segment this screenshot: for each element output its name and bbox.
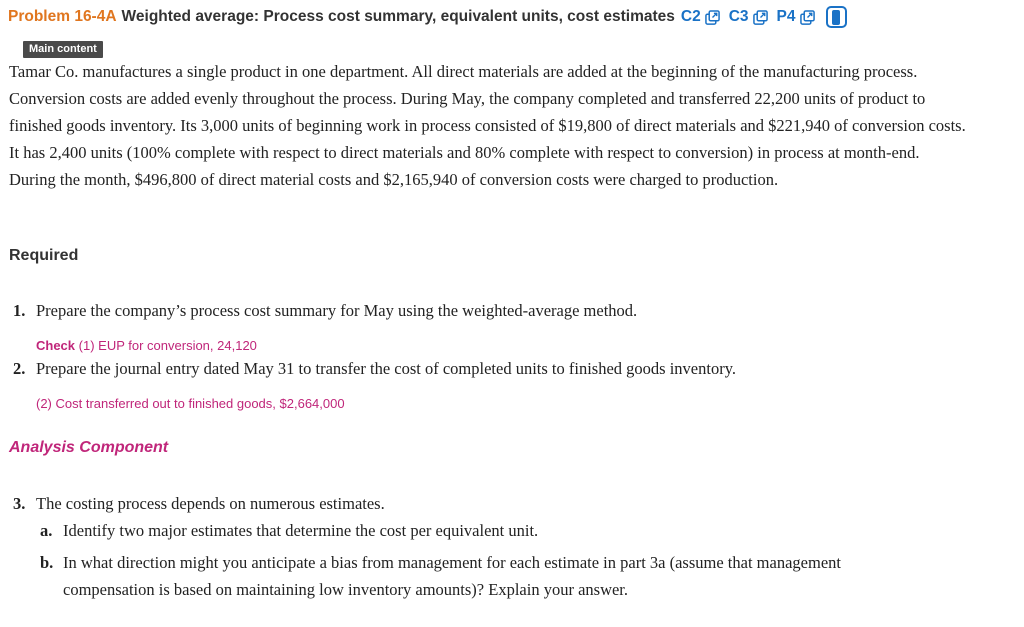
question-text: Prepare the company’s process cost summary for May using the weighted-average method. <box>36 301 638 320</box>
sub-question-text: Identify two major estimates that determine the cost per equivalent unit. <box>63 521 539 540</box>
learning-objective-link-p4[interactable] <box>777 8 815 26</box>
question-number: 1. <box>13 301 26 320</box>
check-hint-1 <box>36 338 257 353</box>
required-heading: Required <box>9 247 79 264</box>
question-text: The costing process depends on numerous estimates. <box>36 494 385 513</box>
check-label: Check <box>36 338 76 353</box>
info-icon[interactable] <box>826 6 847 28</box>
external-link-icon <box>705 10 720 25</box>
sub-question-text: In what direction might you anticipate a bias from management for each estimate in part 3a (assume that management compensation is based on maintaining low inventory amounts)? Explain your answer. <box>63 553 841 599</box>
question-number: 2. <box>13 359 26 378</box>
external-link-icon <box>800 10 815 25</box>
question-text: Prepare the journal entry dated May 31 to transfer the cost of completed units to finished goods inventory. <box>36 359 737 378</box>
check-text: (1) EUP for conversion, 24,120 <box>78 338 257 353</box>
learning-objective-link-c3[interactable] <box>729 8 768 26</box>
learning-objective-label: C2 <box>680 8 701 25</box>
learning-objective-link-c2[interactable] <box>681 8 720 26</box>
sub-question-letter: a. <box>40 521 53 540</box>
main-content-tag: Main content <box>23 41 103 58</box>
problem-title: Weighted average: Process cost summary, equivalent units, cost estimates <box>121 8 675 25</box>
sub-question-b <box>40 549 940 603</box>
problem-header <box>8 5 847 29</box>
analysis-heading: Analysis Component <box>9 439 169 456</box>
problem-number: Problem 16-4A <box>8 8 117 25</box>
question-2 <box>13 359 736 379</box>
sub-question-letter: b. <box>40 553 54 572</box>
sub-question-a <box>40 517 940 544</box>
learning-objective-label: C3 <box>728 8 749 25</box>
check-text: (2) Cost transferred out to finished goods, $2,664,000 <box>36 396 345 411</box>
problem-scenario: Tamar Co. manufactures a single product in one department. All direct materials are added at the beginning of the manufacturing process. Conversion costs are added evenly throughout the process. During May, the company completed and transferred 22,200 units of product to finished goods inventory. Its 3,000 units of beginning work in process consisted of $19,800 of direct materials and $221,940 of conversion costs. It has 2,400 units (100% complete with respect to direct materials and 80% complete with respect to conversion) in process at month-end. During the month, $496,800 of direct material costs and $2,165,940 of conversion costs were charged to production. <box>9 62 966 189</box>
learning-objective-label: P4 <box>776 8 796 25</box>
question-3 <box>13 494 385 514</box>
check-hint-2 <box>36 396 345 411</box>
external-link-icon <box>753 10 768 25</box>
question-1 <box>13 301 637 321</box>
question-number: 3. <box>13 494 26 513</box>
